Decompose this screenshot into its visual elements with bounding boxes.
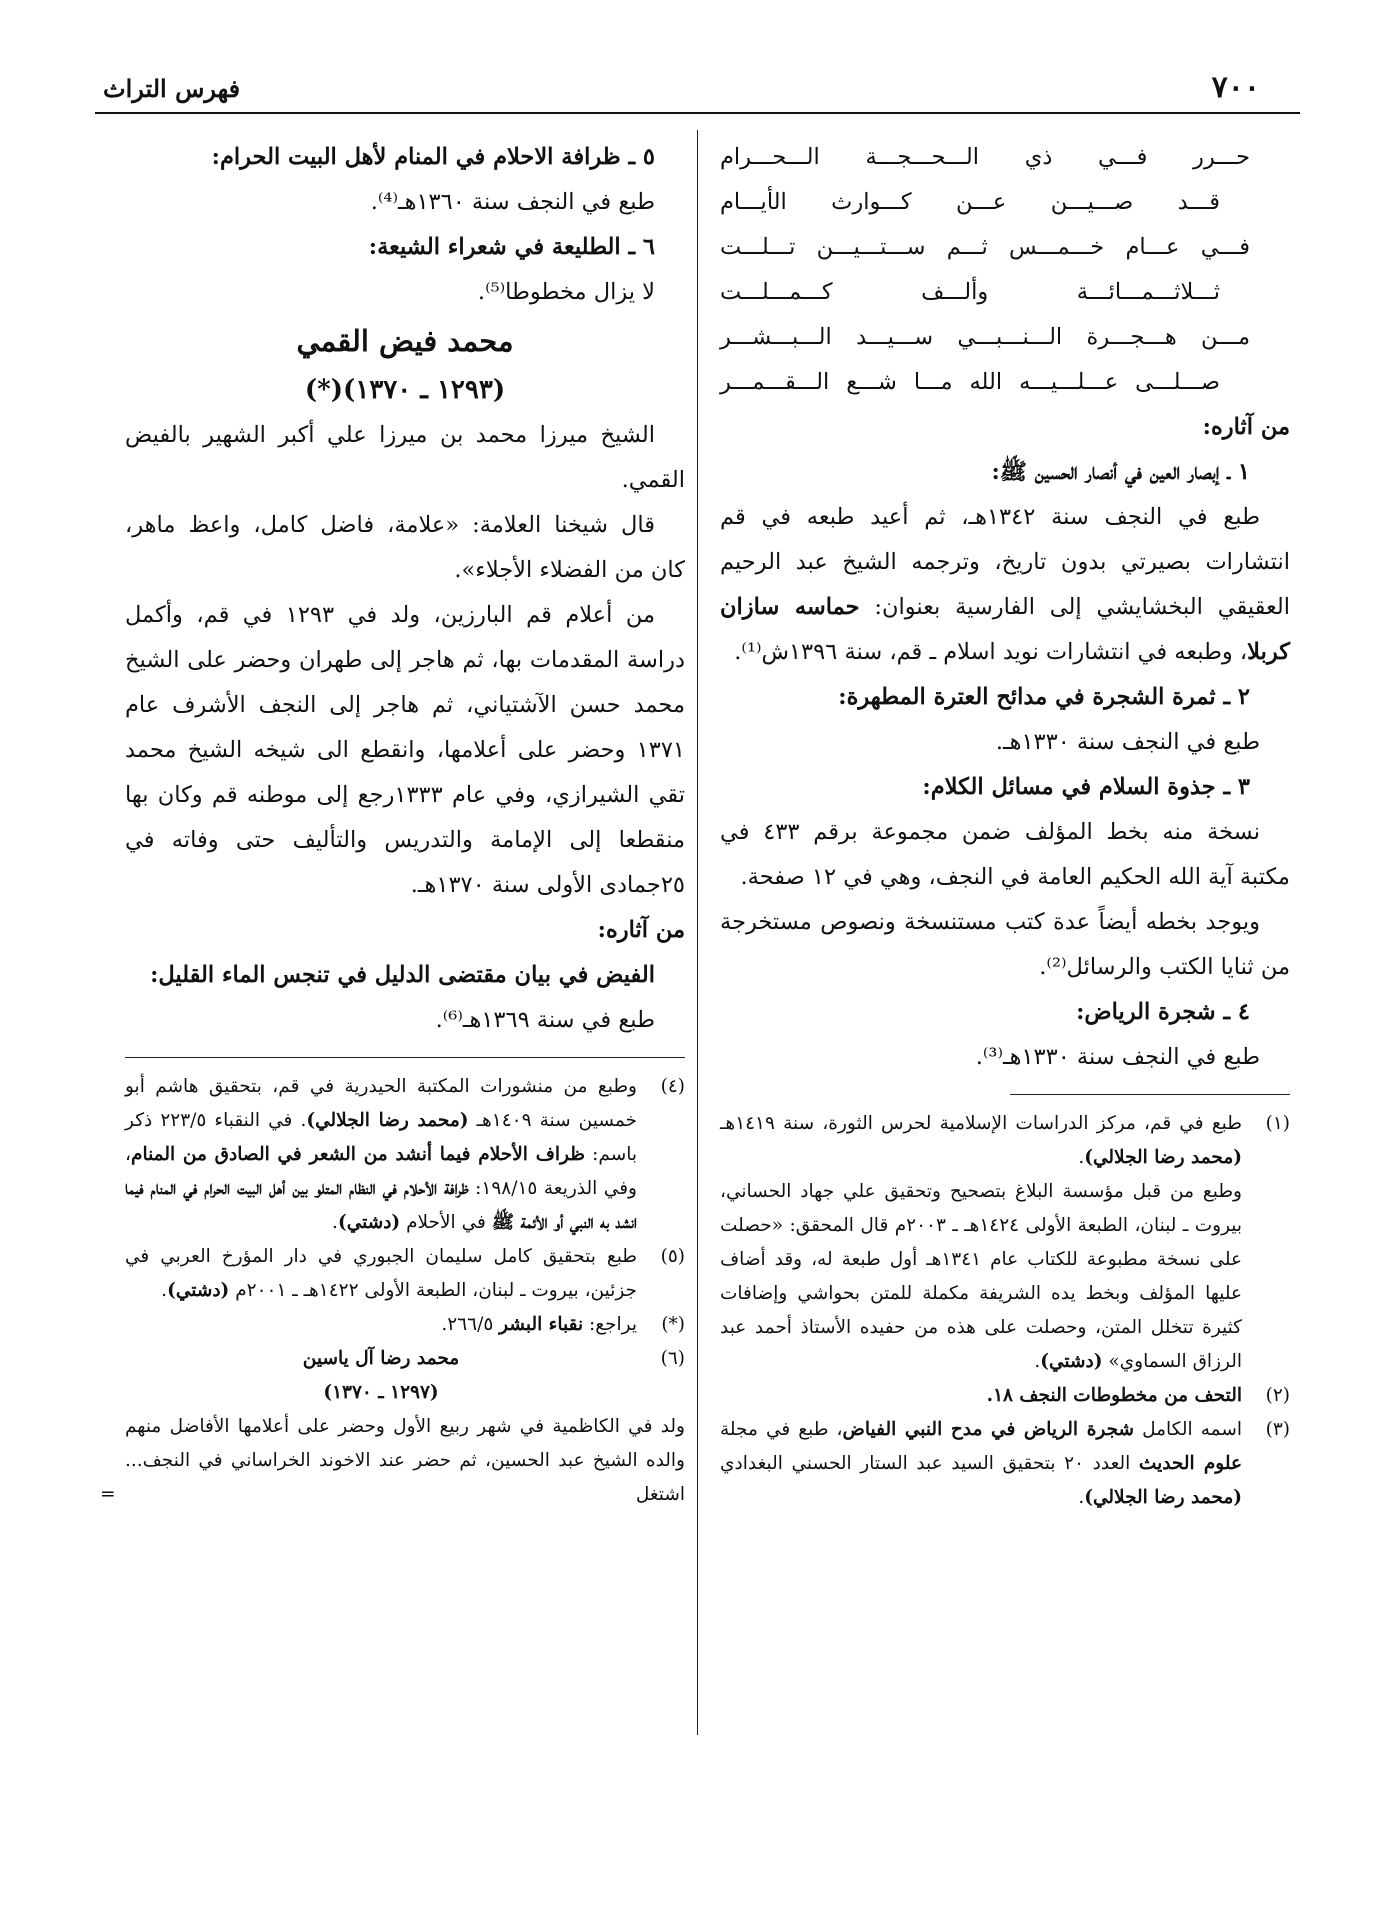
text-run: طبع في النجف سنة ١٣٤٢هـ، ثم أعيد طبعه في قم انتشارات بصيرتي بدون تاريخ، وترجمه الشيخ عبد الرحيم العقيقي البخشايشي إلى الفارسية بعنوان:	[720, 504, 1291, 620]
footnote-years: (١٢٩٧ ـ ١٣٧٠)	[323, 1382, 439, 1403]
footnote-text	[125, 1308, 637, 1342]
footnote-mark: (*)	[661, 1314, 685, 1335]
poem-line: ثـــلاثـــمـــائـــة وألـــف كـــمـــلـــت	[720, 279, 1220, 305]
text-run: ، وطبعه في انتشارات نويد اسلام ـ قم، سنة ١٣٩٦ش⁽¹⁾.	[734, 639, 1248, 665]
footnote-text: التحف من مخطوطات النجف ١٨.	[986, 1385, 1242, 1406]
footnote	[125, 1342, 685, 1410]
footnote-mark: (١)	[1265, 1113, 1290, 1134]
footnote-text	[125, 1070, 637, 1240]
work-title: ٥ ـ ظرافة الاحلام في المنام لأهل البيت الحرام:	[211, 144, 655, 170]
text-run: العدد ٢٠ بتحقيق السيد عبد الستار الحسني البغدادي	[720, 1453, 1139, 1474]
text-run: وطبع من منشورات المكتبة الحيدرية في قم، بتحقيق هاشم أبو خمسين سنة ١٤٠٩هـ	[125, 1076, 637, 1131]
continuation-mark: =	[100, 1484, 116, 1505]
bold-run: (دشتي)	[167, 1280, 230, 1301]
footnote	[125, 1070, 685, 1240]
footnote-text	[125, 1240, 637, 1308]
work-title: ١ ـ إبصار العين في أنصار الحسين ﷺ:	[991, 459, 1250, 485]
work-title: ٣ ـ جذوة السلام في مسائل الكلام:	[922, 774, 1250, 800]
work-description: طبع في النجف سنة ١٣٣٠هـ.	[995, 729, 1260, 755]
text-run: اسمه الكامل	[1134, 1419, 1242, 1440]
footnote-text	[720, 1413, 1242, 1515]
footnote-mark: (٢)	[1265, 1385, 1290, 1406]
text-run: ٢٦٦/٥.	[441, 1314, 500, 1335]
footnote-name: محمد رضا آل ياسين	[302, 1348, 460, 1369]
poem	[720, 135, 1290, 405]
page-number: ٧٠٠	[1211, 70, 1260, 105]
bold-run: (دشتي)	[1040, 1351, 1103, 1372]
text-run: .	[161, 1280, 168, 1301]
work-description: لا يزال مخطوطا⁽⁵⁾.	[477, 279, 655, 305]
work-title: الفيض في بيان مقتضى الدليل في تنجس الماء القليل:	[150, 962, 655, 988]
footnote-text	[720, 1107, 1242, 1379]
works-label: من آثاره:	[1202, 414, 1290, 440]
bold-run: (محمد رضا الجلالي)	[1084, 1147, 1242, 1168]
poem-line: فـــي عـــام خـــمـــس ثـــم ســـتـــيـــن تـــلـــت	[720, 234, 1250, 260]
works-label: من آثاره:	[597, 917, 685, 943]
text-run: .	[332, 1212, 338, 1233]
right-column	[720, 135, 1290, 1515]
bold-run: (محمد رضا الجلالي)	[306, 1110, 469, 1131]
footnote	[720, 1413, 1290, 1515]
page-header	[95, 72, 1300, 114]
text-run: . في النقباء ٢٢٣/٥ ذكر باسم:	[125, 1110, 637, 1165]
bold-run: ظراف الأحلام فيما أنشد من الشعر في الصادق من المنام	[130, 1144, 585, 1165]
text-run: ، طبع في مجلة	[720, 1419, 843, 1440]
biography-paragraph: قال شيخنا العلامة: «علامة، فاضل كامل، واعظ ماهر، كان من الفضلاء الأجلاء».	[125, 512, 685, 583]
work-description	[720, 495, 1290, 675]
bold-run: (محمد رضا الجلالي)	[1084, 1487, 1242, 1508]
text-run: يراجع:	[583, 1314, 637, 1335]
footnote-mark: (٦)	[660, 1348, 685, 1369]
bold-run: علوم الحديث	[1138, 1453, 1242, 1474]
footnote-continuation	[100, 1410, 685, 1512]
bold-run: حماسه سازان كربلا	[720, 594, 1290, 665]
text-run: وطبع من قبل مؤسسة البلاغ بتصحيح وتحقيق علي جهاد الحساني، بيروت ـ لبنان، الطبعة الأولى ١٤٢٤هـ ـ ٢٠٠٣م قال المحقق: «حصلت على نسخة مطبوعة للكتاب عام ١٣٤١هـ أول طبعة له، وقد أضاف عليها المؤلف وبخط يده الشريفة مكملة للمتن بحواشي وإضافات كثيرة تتخلل المتن، وحصلت على هذه من حفيده الأستاذ أحمد عبد الرزاق السماوي»	[720, 1181, 1243, 1372]
text-run: ، وفي الذريعة ١٩٨/١٥:	[125, 1144, 637, 1199]
footnote-mark: (٤)	[660, 1076, 685, 1097]
text-run: طبع بتحقيق كامل سليمان الجبوري في دار المؤرخ العربي في جزئين، بيروت ـ لبنان، الطبعة الأولى ١٤٢٢هـ ـ ٢٠٠١م	[125, 1246, 637, 1301]
bold-run: ظرافة الأحلام في النظام المتلو بين أهل البيت الحرام في المنام فيما انشد به النبي أو الأئمة ﷺ	[125, 1178, 637, 1233]
work-description: طبع في سنة ١٣٦٩هـ⁽⁶⁾.	[435, 1007, 655, 1033]
work-title: ٦ ـ الطليعة في شعراء الشيعة:	[368, 234, 655, 260]
footnote-rule	[1010, 1094, 1290, 1095]
work-description: نسخة منه بخط المؤلف ضمن مجموعة برقم ٤٣٣ في مكتبة آية الله الحكيم العامة في النجف، وهي في ١٢ صفحة.	[720, 819, 1290, 890]
bold-run: شجرة الرياض في مدح النبي الفياض	[842, 1419, 1135, 1440]
biography-name: محمد فيض القمي	[296, 324, 514, 358]
footnote	[125, 1308, 685, 1342]
footnote-rule	[125, 1057, 685, 1058]
continuation-text: ولد في الكاظمية في شهر ربيع الأول وحضر على أعلامها الأفاضل منهم والده الشيخ عبد الحسين، ثم حضر عند الاخوند الخراساني في النجف... اشتغل	[125, 1416, 685, 1505]
text-run: .	[1078, 1487, 1085, 1508]
text-run: طبع في قم، مركز الدراسات الإسلامية لحرس الثورة، سنة ١٤١٩هـ	[720, 1113, 1242, 1134]
column-divider	[697, 130, 698, 1735]
biography-paragraph: من أعلام قم البارزين، ولد في ١٢٩٣ في قم، وأكمل دراسة المقدمات بها، ثم هاجر إلى طهران وحضر على الشيخ محمد حسن الآشتياني، ثم هاجر إلى النجف الأشرف عام ١٣٧١ وحضر على أعلامها، وانقطع الى شيخه الشيخ محمد تقي الشيرازي، وفي عام ١٣٣٣رجع إلى موطنه قم وكان بها منقطعا إلى الإمامة والتدريس والتأليف حتى وفاته في ٢٥جمادى الأولى سنة ١٣٧٠هـ.	[125, 602, 685, 898]
left-column	[100, 135, 685, 1512]
biography-paragraph: الشيخ ميرزا محمد بن ميرزا علي أكبر الشهير بالفيض القمي.	[125, 422, 685, 493]
work-description: طبع في النجف سنة ١٣٣٠هـ⁽³⁾.	[975, 1044, 1260, 1070]
footnote-mark: (٥)	[660, 1246, 685, 1267]
poem-line: صـــلـــى عـــلـــيـــه الله مـــا شـــع الـــقـــمـــر	[720, 369, 1220, 395]
text-run: .	[1034, 1351, 1041, 1372]
biography-years: (١٢٩٣ ـ ١٣٧٠)(*)	[304, 375, 506, 405]
text-run: في الأحلام	[400, 1212, 492, 1233]
work-description: طبع في النجف سنة ١٣٦٠هـ⁽⁴⁾.	[370, 189, 655, 215]
bold-run: (دشتي)	[337, 1212, 401, 1233]
poem-line: قـــد صـــيـــن عـــن كـــوارث الأيـــام	[720, 189, 1220, 215]
footnotes	[720, 1107, 1290, 1515]
footnotes	[100, 1070, 685, 1512]
footnote-text	[125, 1342, 637, 1410]
text-run: .	[1078, 1147, 1085, 1168]
work-description: ويوجد بخطه أيضاً عدة كتب مستنسخة ونصوص مستخرجة من ثنايا الكتب والرسائل⁽²⁾.	[720, 909, 1290, 980]
running-title: فهرس التراث	[103, 74, 241, 103]
work-title: ٤ ـ شجرة الرياض:	[1076, 999, 1250, 1025]
poem-line: حـــرر فـــي ذي الـــحـــجـــة الـــحـــرام	[720, 144, 1250, 170]
poem-line: مـــن هـــجـــرة الـــنـــبـــي ســـيـــد الـــبـــشـــر	[720, 324, 1250, 350]
footnote	[720, 1379, 1290, 1413]
footnote	[720, 1107, 1290, 1379]
footnote-mark: (٣)	[1265, 1419, 1290, 1440]
footnote	[125, 1240, 685, 1308]
bold-run: نقباء البشر	[499, 1314, 584, 1335]
work-title: ٢ ـ ثمرة الشجرة في مدائح العترة المطهرة:	[838, 684, 1250, 710]
